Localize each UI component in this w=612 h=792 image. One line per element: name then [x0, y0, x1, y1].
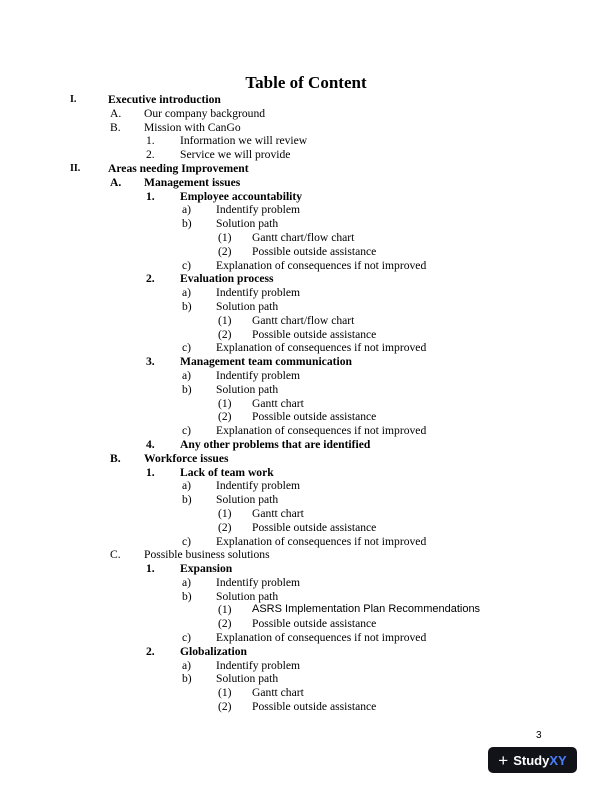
toc-entry [0, 300, 612, 314]
toc-entry-marker: c) [182, 341, 192, 355]
toc-entry-text: Indentify problem [216, 203, 301, 217]
toc-entry [0, 479, 612, 493]
toc-entry [0, 659, 612, 673]
toc-entry-marker: b) [182, 217, 192, 231]
toc-entry-marker: (1) [218, 313, 232, 327]
brand-name-part1: Study [513, 752, 550, 768]
toc-entry [0, 341, 612, 355]
toc-entry-marker: a) [182, 479, 192, 493]
toc-entry-text: Explanation of consequences if not improved [216, 424, 427, 438]
toc-entry-text: Employee accountability [180, 189, 303, 203]
toc-entry-text: Management issues [144, 175, 241, 189]
toc-entry-marker: b) [182, 589, 192, 603]
toc-entry [0, 176, 612, 190]
toc-entry-text: Gantt chart/flow chart [252, 313, 355, 327]
toc-entry-text: Gantt chart [252, 686, 304, 700]
toc-entry-text: Management team communication [180, 355, 352, 369]
toc-entry-text: Possible outside assistance [252, 244, 377, 258]
toc-entry-text: Gantt chart/flow chart [252, 230, 355, 244]
toc-entry [0, 493, 612, 507]
toc-entry [0, 369, 612, 383]
toc-entry-text: Indentify problem [216, 575, 301, 589]
toc-entry-text: Indentify problem [216, 286, 301, 300]
toc-entry [0, 286, 612, 300]
toc-entry-marker: 4. [146, 437, 155, 451]
toc-entry-marker: (1) [218, 230, 232, 244]
toc-entry-text: Our company background [144, 106, 266, 120]
toc-entry-text: Explanation of consequences if not improved [216, 341, 427, 355]
page-title: Table of Content [245, 73, 367, 92]
toc-entry [0, 424, 612, 438]
toc-entry-marker: 2. [146, 272, 155, 286]
toc-entry [0, 576, 612, 590]
toc-entry [0, 355, 612, 369]
toc-entry-marker: a) [182, 286, 192, 300]
toc-entry-marker: C. [110, 548, 121, 562]
toc-entry [0, 645, 612, 659]
toc-entry-marker: A. [110, 175, 122, 189]
toc-entry [0, 507, 612, 521]
toc-entry-marker: a) [182, 658, 192, 672]
toc-entry-text: Possible outside assistance [252, 520, 377, 534]
toc-entry-text: Indentify problem [216, 479, 301, 493]
toc-entry-text: Possible outside assistance [252, 700, 377, 714]
toc-entry-marker: (2) [218, 244, 232, 258]
toc-entry [0, 121, 612, 135]
toc-entry-marker: c) [182, 534, 192, 548]
toc-entry [0, 107, 612, 121]
toc-entry-text: Workforce issues [144, 451, 229, 465]
plus-icon: + [498, 750, 509, 770]
toc-entry-marker: b) [182, 672, 192, 686]
toc-entry [0, 617, 612, 631]
toc-entry-marker: 1. [146, 465, 155, 479]
toc-entry-text: Globalization [180, 644, 247, 658]
brand-name-part2: XY [549, 752, 567, 768]
brand-name [513, 753, 566, 768]
toc-entry-marker: (1) [218, 603, 232, 617]
toc-entry-text: Information we will review [180, 134, 308, 148]
toc-entry-text: Executive introduction [108, 93, 221, 106]
toc-entry-text: Possible outside assistance [252, 617, 377, 631]
toc-entry [0, 259, 612, 273]
toc-entry-marker: (1) [218, 686, 232, 700]
toc-entry-text: Explanation of consequences if not improved [216, 258, 427, 272]
toc-entry-text: Possible business solutions [144, 548, 270, 562]
toc-entry-marker: b) [182, 493, 192, 507]
toc-entry [0, 603, 612, 617]
toc-entry-marker: (1) [218, 506, 232, 520]
toc-entry-marker: 3. [146, 355, 155, 369]
toc-entry [0, 466, 612, 480]
toc-entry-marker: a) [182, 203, 192, 217]
toc-entry [0, 272, 612, 286]
toc-entry-text: Mission with CanGo [144, 120, 241, 134]
toc-entry [0, 548, 612, 562]
toc-entry-marker: (2) [218, 410, 232, 424]
toc-entry [0, 562, 612, 576]
toc-entry-marker: b) [182, 382, 192, 396]
table-of-contents [0, 93, 612, 714]
toc-entry [0, 452, 612, 466]
toc-entry-marker: c) [182, 424, 192, 438]
toc-entry [0, 631, 612, 645]
toc-entry [0, 190, 612, 204]
toc-entry-marker: B. [110, 451, 121, 465]
toc-entry-marker: b) [182, 299, 192, 313]
toc-entry-text: Areas needing Improvement [108, 161, 249, 175]
toc-entry-marker: B. [110, 120, 121, 134]
toc-entry [0, 410, 612, 424]
toc-entry-text: Lack of team work [180, 465, 274, 479]
toc-entry-marker: c) [182, 631, 192, 645]
toc-entry-text: Indentify problem [216, 658, 301, 672]
toc-entry-marker: (1) [218, 396, 232, 410]
toc-entry [0, 590, 612, 604]
toc-entry [0, 148, 612, 162]
toc-entry-marker: II. [70, 162, 81, 174]
toc-entry-text: Explanation of consequences if not improved [216, 534, 427, 548]
toc-entry-marker: c) [182, 258, 192, 272]
toc-entry-text: Indentify problem [216, 368, 301, 382]
toc-entry-marker: (2) [218, 700, 232, 714]
toc-entry [0, 521, 612, 535]
toc-entry-text: ASRS Implementation Plan Recommendations [252, 603, 481, 616]
toc-entry [0, 672, 612, 686]
toc-entry-marker: 1. [146, 134, 155, 148]
toc-entry-marker: A. [110, 106, 122, 120]
toc-entry-marker: 2. [146, 644, 155, 658]
toc-entry-marker: a) [182, 368, 192, 382]
toc-entry-text: Possible outside assistance [252, 327, 377, 341]
toc-entry-text: Gantt chart [252, 396, 304, 410]
toc-entry-marker: (2) [218, 617, 232, 631]
toc-entry [0, 162, 612, 176]
toc-entry [0, 438, 612, 452]
toc-entry-text: Solution path [216, 493, 279, 507]
toc-entry-text: Gantt chart [252, 506, 304, 520]
toc-entry-text: Solution path [216, 672, 279, 686]
toc-entry-text: Explanation of consequences if not improved [216, 631, 427, 645]
toc-entry [0, 93, 612, 107]
toc-entry [0, 328, 612, 342]
toc-entry-marker: I. [70, 94, 77, 105]
toc-entry-marker: 2. [146, 148, 155, 162]
page-number: 3 [536, 730, 542, 741]
studyxy-logo [488, 747, 577, 773]
toc-entry [0, 314, 612, 328]
toc-entry-text: Solution path [216, 589, 279, 603]
toc-entry-marker: 1. [146, 189, 155, 203]
toc-entry [0, 686, 612, 700]
toc-entry [0, 383, 612, 397]
toc-entry-text: Evaluation process [180, 272, 274, 286]
toc-entry-text: Expansion [180, 562, 233, 576]
toc-entry-marker: (2) [218, 327, 232, 341]
toc-entry [0, 245, 612, 259]
toc-entry-text: Possible outside assistance [252, 410, 377, 424]
toc-entry-text: Solution path [216, 382, 279, 396]
toc-entry [0, 231, 612, 245]
toc-entry-text: Service we will provide [180, 148, 291, 162]
toc-entry [0, 700, 612, 714]
toc-entry-marker: 1. [146, 562, 155, 576]
toc-entry [0, 134, 612, 148]
toc-entry-marker: a) [182, 575, 192, 589]
toc-entry [0, 535, 612, 549]
toc-entry-text: Solution path [216, 217, 279, 231]
toc-entry-marker: (2) [218, 520, 232, 534]
toc-entry-text: Solution path [216, 299, 279, 313]
toc-entry [0, 397, 612, 411]
toc-entry [0, 217, 612, 231]
toc-entry [0, 203, 612, 217]
toc-entry-text: Any other problems that are identified [180, 437, 371, 451]
